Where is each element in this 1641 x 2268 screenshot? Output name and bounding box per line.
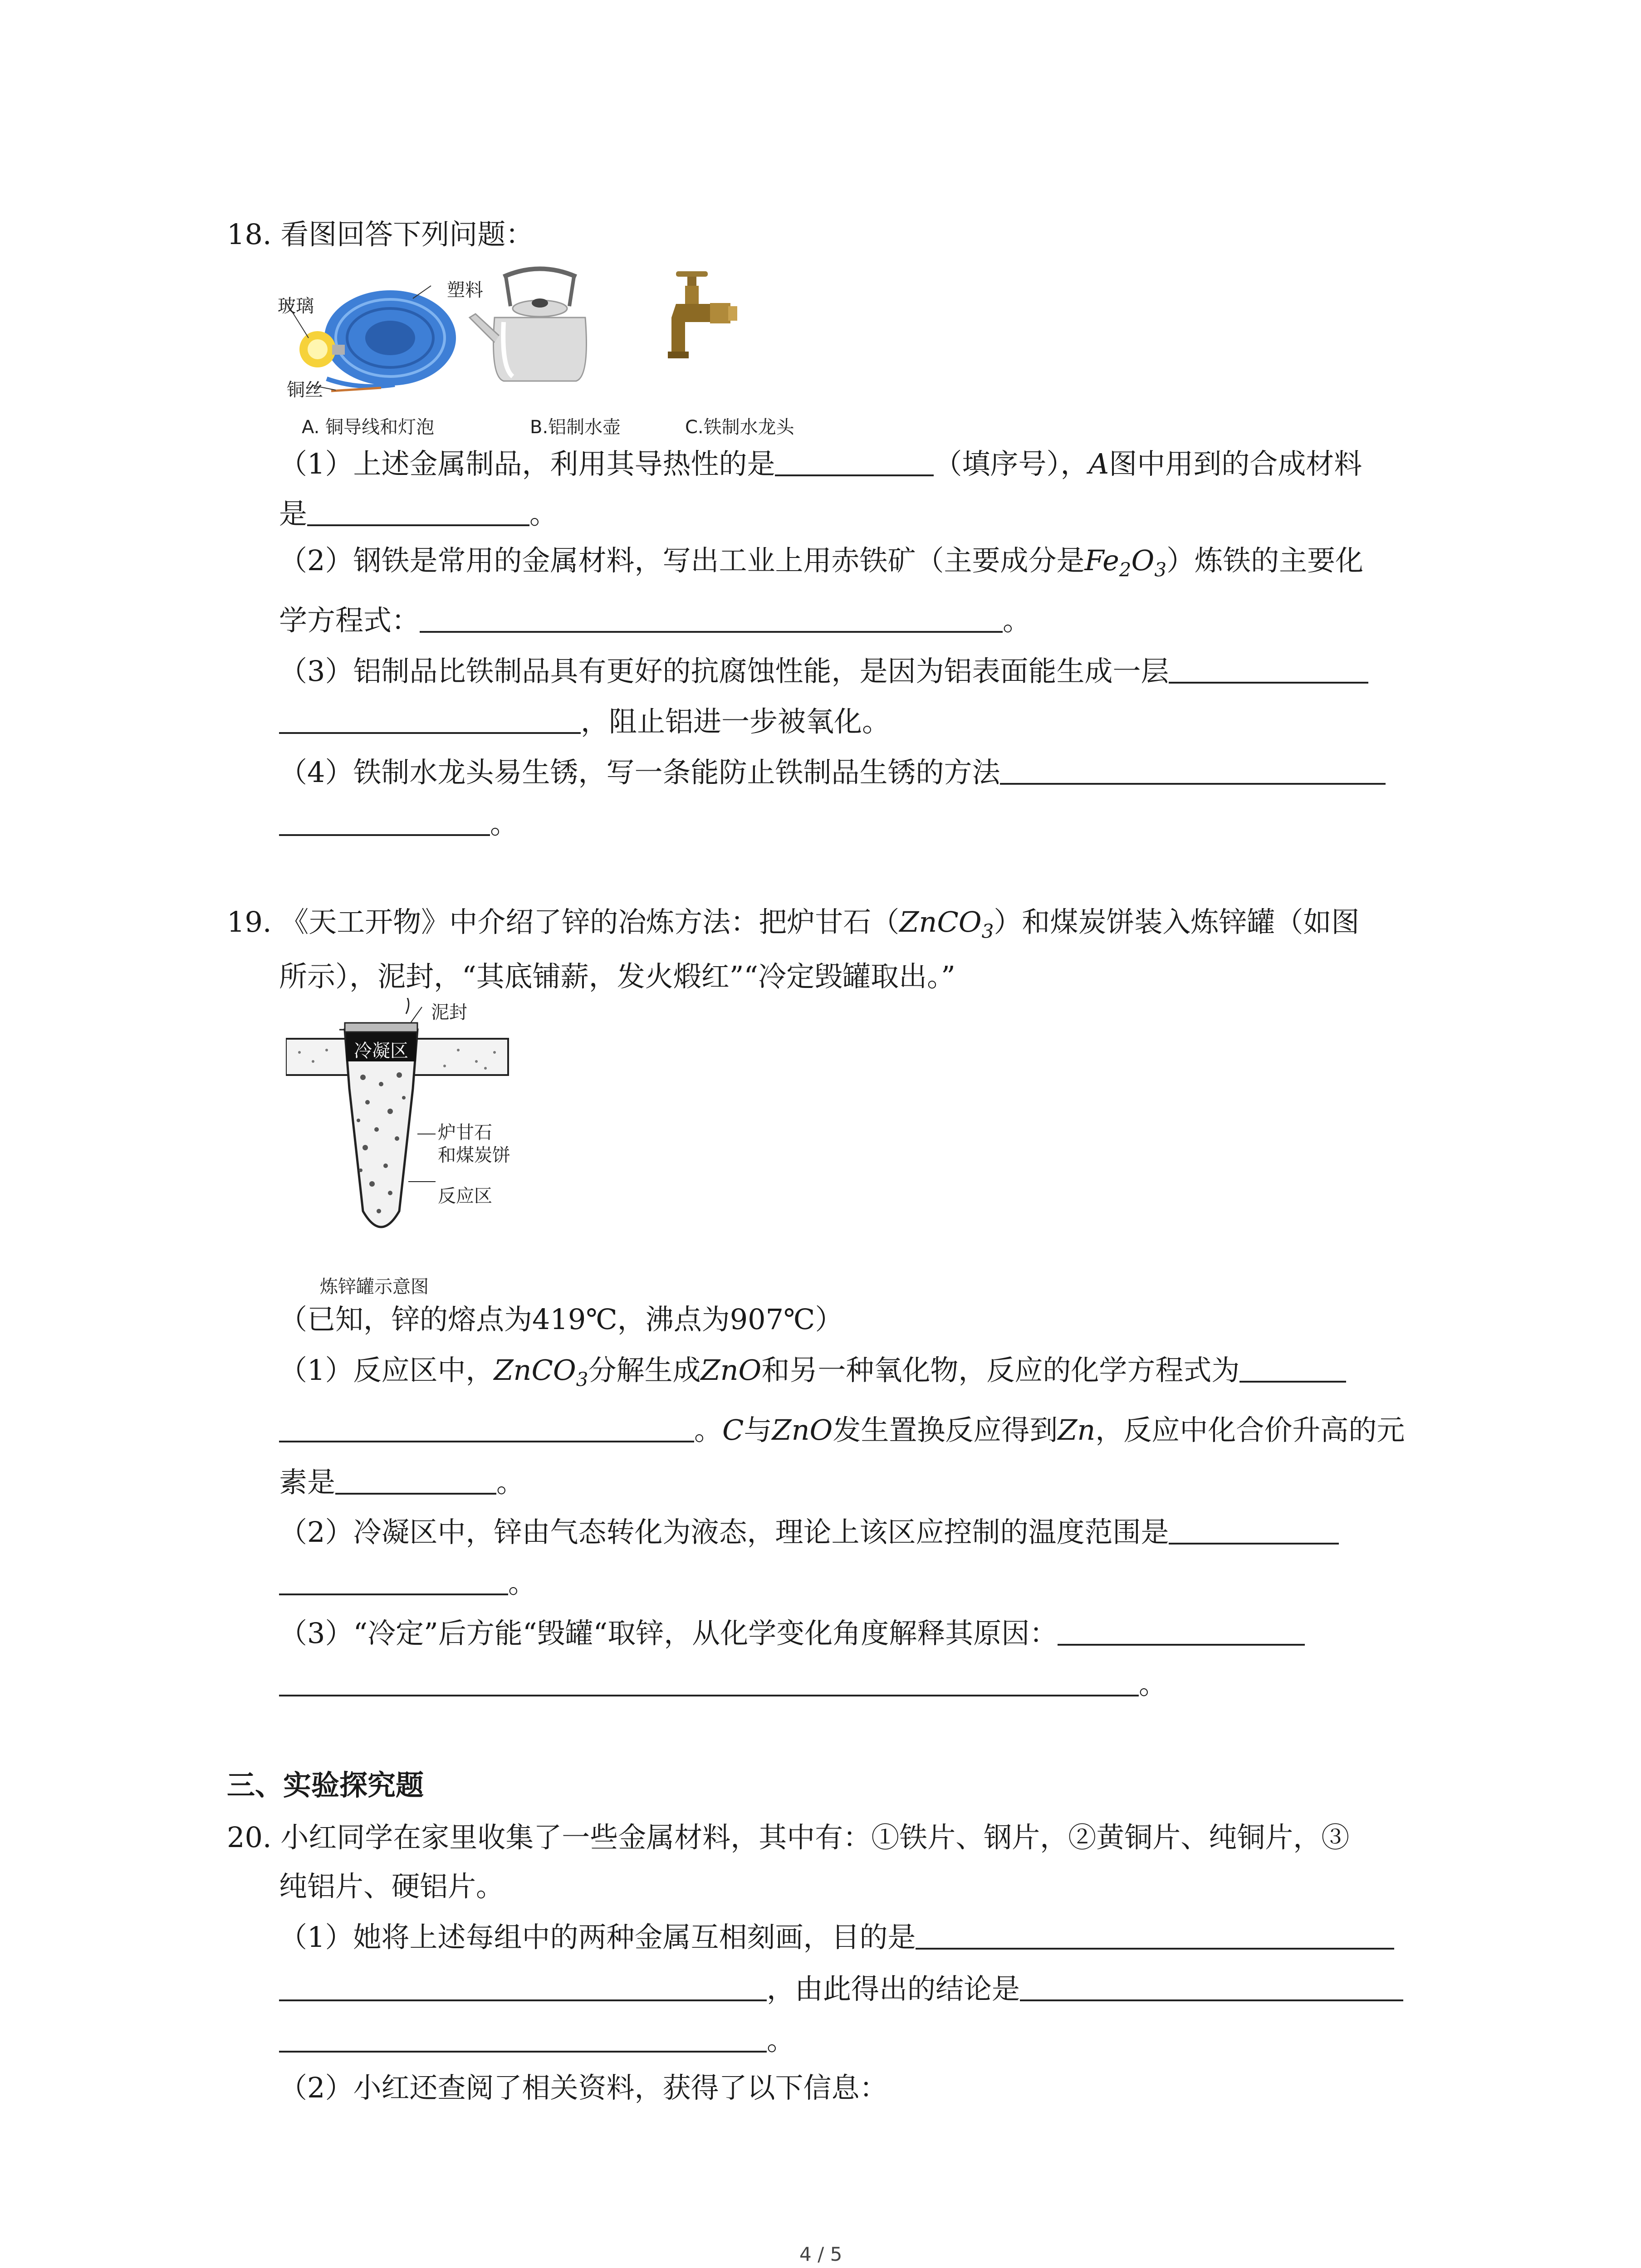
section-3-title: 三、实验探究题 <box>227 1769 424 1802</box>
q20-stem-line2: 纯铝片、硬铝片。 <box>279 1870 505 1903</box>
iron-faucet-image <box>668 271 737 358</box>
q18-part2-line2: 学方程式： 。 <box>279 604 1031 637</box>
q20-part2-line1: （2）小红还查阅了相关资料，获得了以下信息： <box>279 2071 888 2104</box>
q19-label-ore-1: 炉甘石 <box>438 1122 492 1143</box>
q19-part3-line2: 。 <box>279 1669 1167 1698</box>
q18-part1-line1: （1）上述金属制品，利用其导热性的是 （填序号），A图中用到的合成材料 <box>279 447 1362 480</box>
q19-label-seal: 泥封 <box>431 1002 467 1023</box>
answer-blank[interactable] <box>1020 1974 1403 2001</box>
aluminum-kettle-image <box>470 269 587 381</box>
q18-part4-line2: 。 <box>279 809 518 838</box>
q19-label-condense: 冷凝区 <box>354 1041 408 1061</box>
answer-blank[interactable] <box>279 1568 508 1595</box>
answer-blank[interactable] <box>335 1467 496 1495</box>
q19-part2-line2: 。 <box>279 1568 536 1597</box>
answer-blank[interactable] <box>916 1922 1394 1950</box>
answer-blank[interactable] <box>279 809 490 836</box>
q19-label-ore-2: 和煤炭饼 <box>438 1145 510 1166</box>
answer-blank[interactable] <box>1000 758 1386 785</box>
answer-blank[interactable] <box>1239 1355 1346 1383</box>
answer-blank[interactable] <box>1058 1618 1305 1646</box>
q18-caption-c: C.铁制水龙头 <box>685 417 794 438</box>
answer-blank[interactable] <box>1169 1517 1339 1545</box>
q19-part2-line1: （2）冷凝区中，锌由气态转化为液态，理论上该区应控制的温度范围是 <box>279 1517 1339 1546</box>
q18-part2-line1: （2）钢铁是常用的金属材料，写出工业上用赤铁矿（主要成分是$Fe_2O_3$）炼铁的主要化 <box>279 544 1364 581</box>
q19-part1-line2: 。C与ZnO发生置换反应得到Zn，反应中化合价升高的元 <box>279 1415 1405 1444</box>
answer-blank[interactable] <box>420 606 1003 633</box>
q20-part1-line1: （1）她将上述每组中的两种金属互相刻画，目的是 <box>279 1922 1394 1951</box>
q18-label-copper: 铜丝 <box>287 380 323 401</box>
q18-part4-line1: （4）铁制水龙头易生锈，写一条能防止铁制品生锈的方法 <box>279 758 1386 787</box>
answer-blank[interactable] <box>279 1669 1139 1696</box>
answer-blank[interactable] <box>279 1415 694 1442</box>
page-number: 4 / 5 <box>799 2243 843 2265</box>
answer-blank[interactable] <box>279 2025 767 2053</box>
q20-stem-line1: 20. 小红同学在家里收集了一些金属材料，其中有：①铁片、钢片，②黄铜片、纯铜片，③ <box>227 1821 1350 1854</box>
q18-label-glass: 玻璃 <box>278 296 314 317</box>
answer-blank[interactable] <box>775 449 934 476</box>
answer-blank[interactable] <box>279 1974 767 2001</box>
q18-stem: 18. 看图回答下列问题： <box>227 218 534 251</box>
q20-part1-line3: 。 <box>279 2025 795 2054</box>
q18-part3-line2: ，阻止铝进一步被氧化。 <box>279 707 890 736</box>
answer-blank[interactable] <box>307 499 529 526</box>
q19-label-reaction: 反应区 <box>438 1186 492 1207</box>
q19-stem-line1: 19. 《天工开物》中介绍了锌的冶炼方法：把炉甘石（ZnCO$_3$）和煤炭饼装入炼锌罐（如图 <box>227 905 1360 943</box>
q19-part1-line1: （1）反应区中，ZnCO$_3$分解生成ZnO和另一种氧化物，反应的化学方程式为 <box>279 1355 1346 1389</box>
q19-caption: 炼锌罐示意图 <box>320 1276 429 1297</box>
q19-stem-line2: 所示），泥封，“其底铺薪，发火煅红”“冷定毁罐取出。” <box>279 960 955 993</box>
answer-blank[interactable] <box>1169 656 1368 684</box>
q18-label-plastic: 塑料 <box>447 280 483 301</box>
q18-part3-line1: （3）铝制品比铁制品具有更好的抗腐蚀性能，是因为铝表面能生成一层 <box>279 656 1368 685</box>
q18-caption-a: A. 铜导线和灯泡 <box>302 417 435 438</box>
q19-known: （已知，锌的熔点为419℃，沸点为907℃） <box>279 1303 843 1336</box>
q18-caption-b: B.铝制水壶 <box>530 417 621 438</box>
q19-part3-line1: （3）“冷定”后方能“毁罐“取锌，从化学变化角度解释其原因： <box>279 1618 1305 1647</box>
q19-part1-line3: 素是 。 <box>279 1466 525 1499</box>
answer-blank[interactable] <box>279 707 581 734</box>
q20-part1-line2: ，由此得出的结论是 <box>279 1974 1403 2003</box>
q18-part1-line2: 是 。 <box>279 497 558 530</box>
